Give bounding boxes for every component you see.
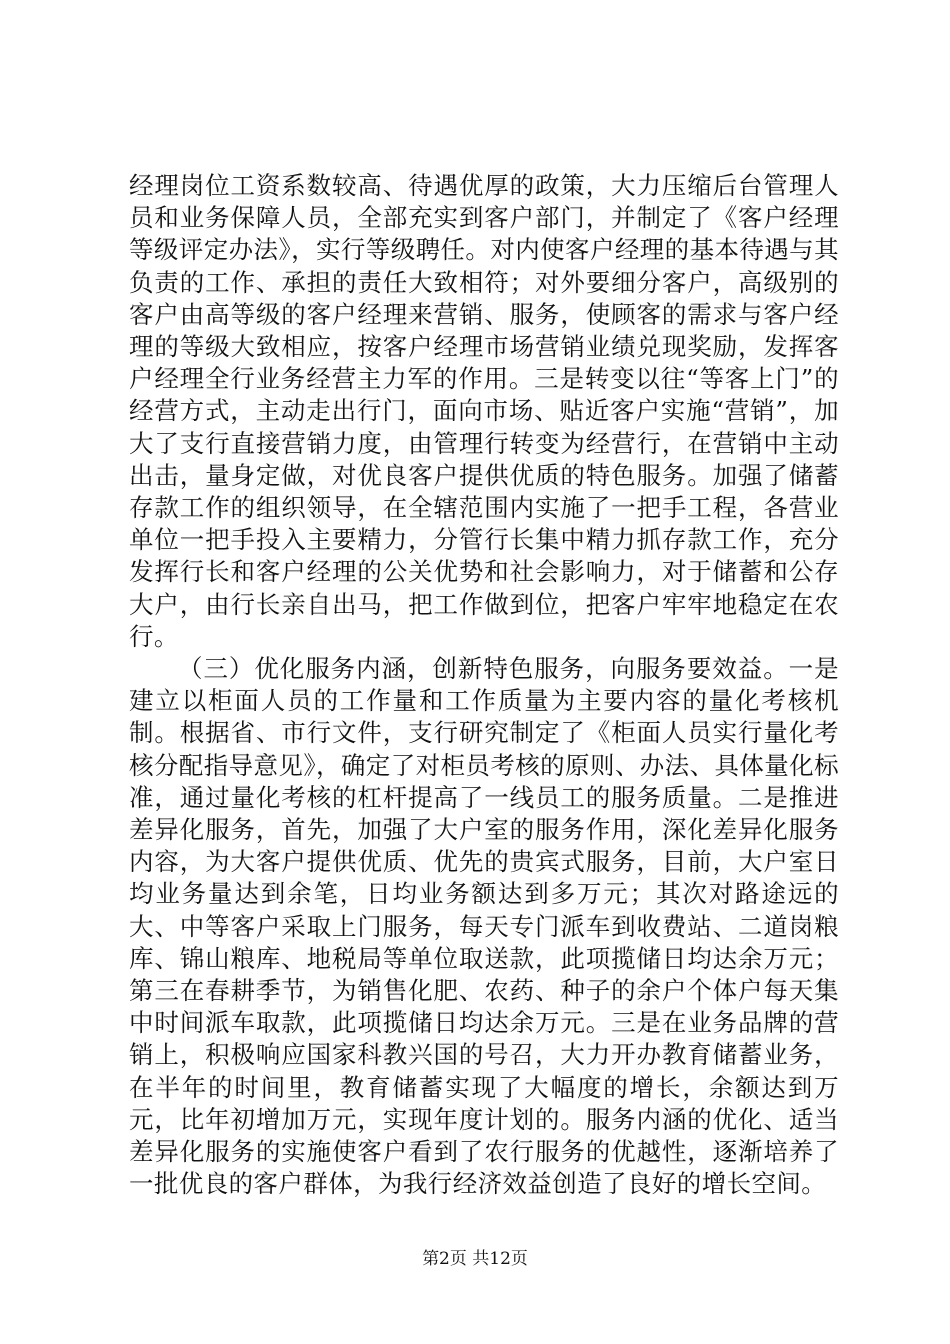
document-body — [129, 170, 839, 1201]
paragraph-section-three: （三）优化服务内涵，创新特色服务，向服务要效益。一是建立以柜面人员的工作量和工作质量为主要内容的量化考核机制。根据省、市行文件，支行研究制定了《柜面人员实行量化考核分配指导意见》，确定了对柜员考核的原则、办法、具体量化标准，通过量化考核的杠杆提高了一线员工的服务质量。二是推进差异化服务，首先，加强了大户室的服务作用，深化差异化服务内容，为大客户提供优质、优先的贵宾式服务，目前，大户室日均业务量达到余笔，日均业务额达到多万元；其次对路途远的大、中等客户采取上门服务，每天专门派车到收费站、二道岗粮库、锦山粮库、地税局等单位取送款，此项揽储日均达余万元；第三在春耕季节，为销售化肥、农药、种子的余户个体户每天集中时间派车取款，此项揽储日均达余万元。三是在业务品牌的营销上，积极响应国家科教兴国的号召，大力开办教育储蓄业务，在半年的时间里，教育储蓄实现了大幅度的增长，余额达到万元，比年初增加万元，实现年度计划的。服务内涵的优化、适当差异化服务的实施使客户看到了农行服务的优越性，逐渐培养了一批优良的客户群体，为我行经济效益创造了良好的增长空间。 — [129, 654, 839, 1199]
paragraph-continued: 经理岗位工资系数较高、待遇优厚的政策，大力压缩后台管理人员和业务保障人员，全部充实到客户部门，并制定了《客户经理等级评定办法》，实行等级聘任。对内使客户经理的基本待遇与其负责的工作、承担的责任大致相符；对外要细分客户，高级别的客户由高等级的客户经理来营销、服务，使顾客的需求与客户经理的等级大致相应，按客户经理市场营销业绩兑现奖励，发挥客户经理全行业务经营主力军的作用。三是转变以往“等客上门”的经营方式，主动走出行门，面向市场、贴近客户实施“营销”，加大了支行直接营销力度，由管理行转变为经营行，在营销中主动出击，量身定做，对优良客户提供优质的特色服务。加强了储蓄存款工作的组织领导，在全辖范围内实施了一把手工程，各营业单位一把手投入主要精力，分管行长集中精力抓存款工作，充分发挥行长和客户经理的公关优势和社会影响力，对于储蓄和公存大户，由行长亲自出马，把工作做到位，把客户牢牢地稳定在农行。 — [129, 171, 839, 651]
page-number-footer: 第2页 共12页 — [422, 1249, 528, 1269]
